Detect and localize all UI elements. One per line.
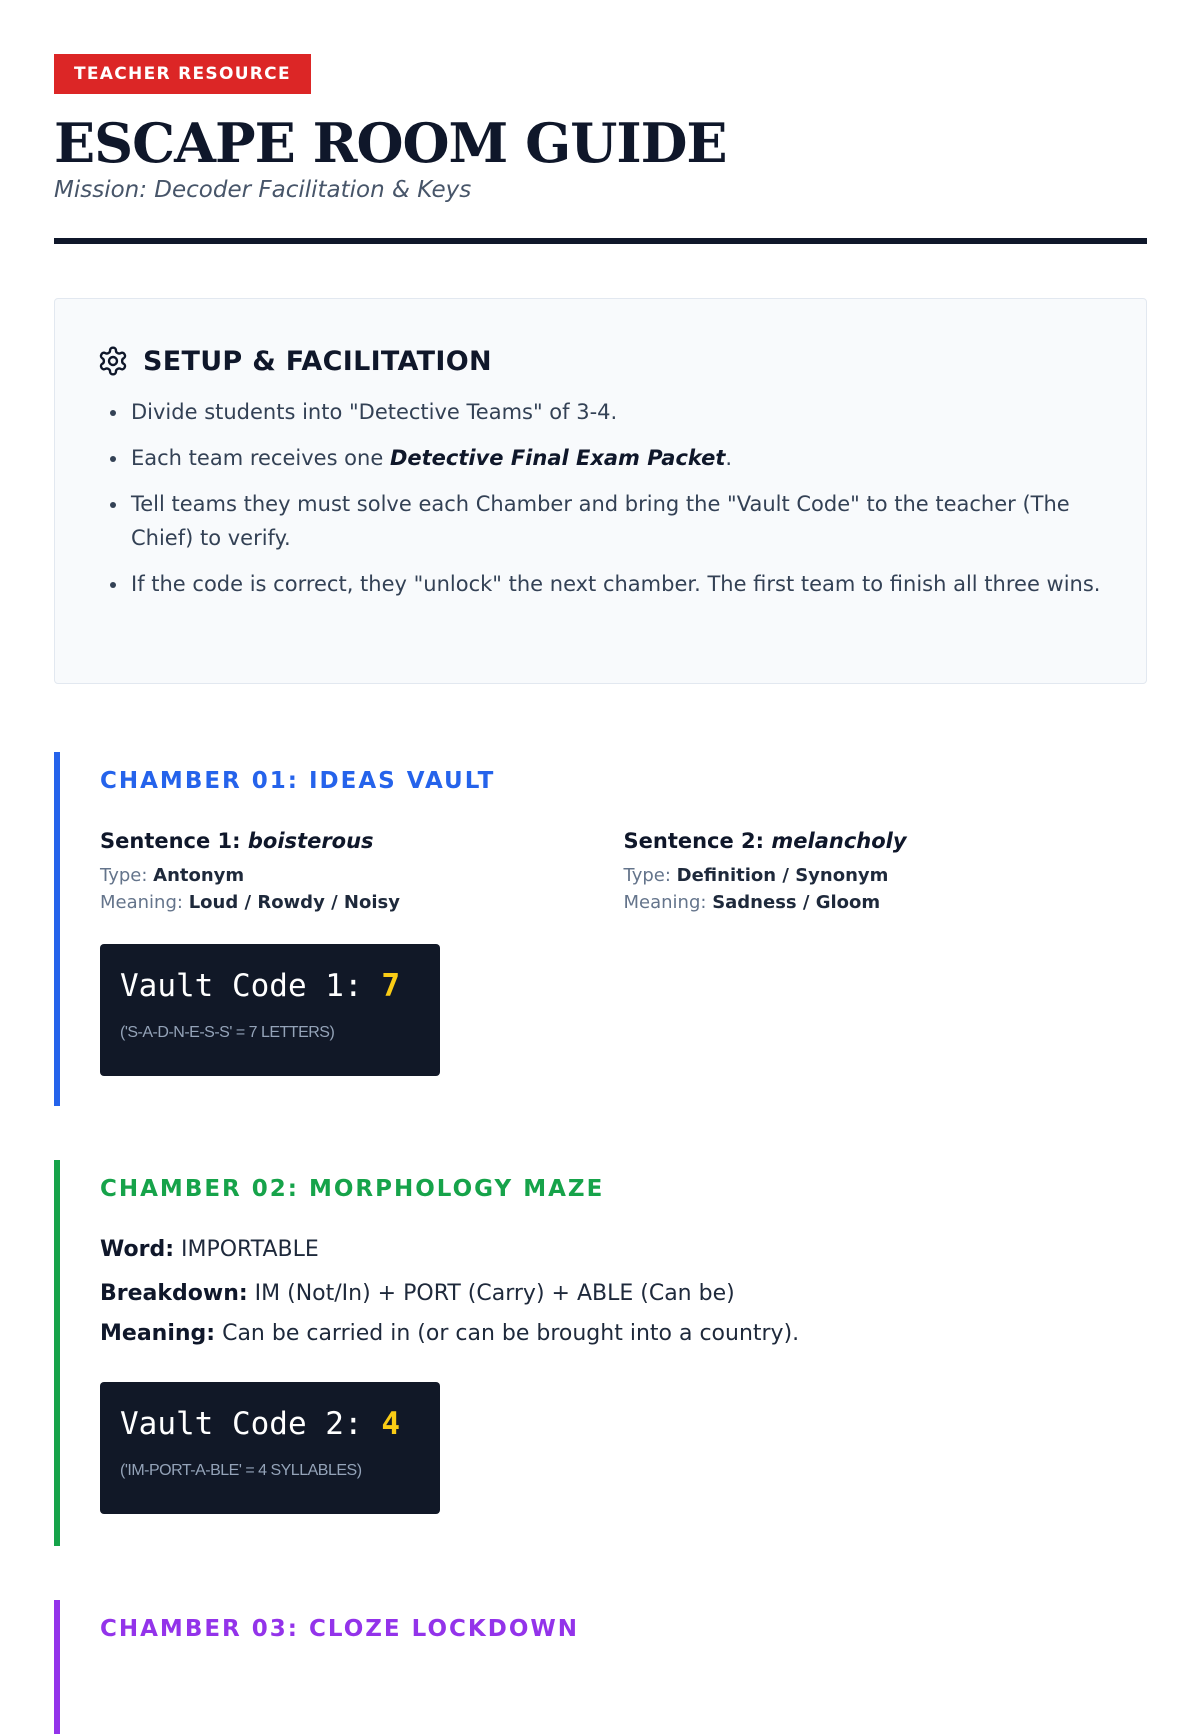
sentence-word: melancholy (771, 829, 907, 853)
breakdown-line: Breakdown: IM (Not/In) + PORT (Carry) + ABLE (Can be) (100, 1281, 735, 1306)
vault-code-line: Vault Code 2: 4 (120, 1406, 400, 1442)
sentence-1 (100, 826, 624, 916)
chamber-title: CHAMBER 02: MORPHOLOGY MAZE (100, 1176, 605, 1202)
setup-item: • If the code is correct, they "unlock" the next chamber. The first team to finish all three wins. (129, 567, 1104, 601)
page-subtitle: Mission: Decoder Facilitation & Keys (54, 177, 472, 203)
chamber-03 (54, 1600, 1147, 1734)
sentence-2 (624, 826, 1148, 916)
sentence-word: boisterous (247, 829, 374, 853)
breakdown-value: IM (Not/In) + PORT (Carry) + ABLE (Can be) (254, 1281, 735, 1306)
vault-code-line: Vault Code 1: 7 (120, 968, 400, 1004)
sentence-meta: Type: Definition / Synonym Meaning: Sadness / Gloom (623, 865, 889, 913)
chamber-title: CHAMBER 03: CLOZE LOCKDOWN (100, 1616, 580, 1642)
vault-digit: 7 (381, 968, 400, 1004)
vault-note: ('S-A-D-N-E-S-S' = 7 LETTERS) (120, 1024, 335, 1041)
sentence-heading: Sentence 2: melancholy (623, 829, 907, 853)
sentence-heading: Sentence 1: boisterous (100, 829, 374, 853)
type-value: Antonym (153, 865, 245, 886)
setup-item: • Tell teams they must solve each Chamber and bring the "Vault Code" to the teacher (The Chief) to verify. (129, 487, 1104, 555)
setup-panel (54, 298, 1147, 684)
vault-code-box (100, 1382, 440, 1514)
setup-list (97, 395, 1104, 601)
meaning-line: Meaning: Can be carried in (or can be brought into a country). (100, 1321, 800, 1346)
meaning-value: Can be carried in (or can be brought into a country). (222, 1321, 800, 1346)
word-value: IMPORTABLE (181, 1237, 319, 1262)
meaning-value: Loud / Rowdy / Noisy (188, 892, 400, 913)
chamber-title: CHAMBER 01: IDEAS VAULT (100, 768, 496, 794)
sentence-grid (100, 826, 1147, 916)
vault-note: ('IM-PORT-A-BLE' = 4 SYLLABLES) (120, 1462, 362, 1479)
gear-icon (97, 345, 129, 377)
page-title: ESCAPE ROOM GUIDE (54, 111, 727, 175)
packet-name: Detective Final Exam Packet (389, 446, 726, 470)
chamber-02 (54, 1160, 1147, 1546)
chamber-01 (54, 752, 1147, 1106)
teacher-resource-badge: TEACHER RESOURCE (54, 54, 311, 94)
type-value: Definition / Synonym (676, 865, 889, 886)
vault-digit: 4 (381, 1406, 400, 1442)
meaning-value: Sadness / Gloom (712, 892, 881, 913)
setup-header (97, 345, 1104, 377)
title-divider (54, 238, 1147, 244)
setup-item: • Each team receives one Detective Final Exam Packet. (129, 441, 1104, 475)
guide-page (54, 54, 1147, 1734)
word-line: Word: IMPORTABLE (100, 1237, 319, 1262)
setup-item: • Divide students into "Detective Teams" of 3-4. (129, 395, 1104, 429)
vault-code-box (100, 944, 440, 1076)
setup-title: SETUP & FACILITATION (143, 345, 492, 377)
sentence-meta: Type: Antonym Meaning: Loud / Rowdy / Noisy (100, 865, 400, 913)
